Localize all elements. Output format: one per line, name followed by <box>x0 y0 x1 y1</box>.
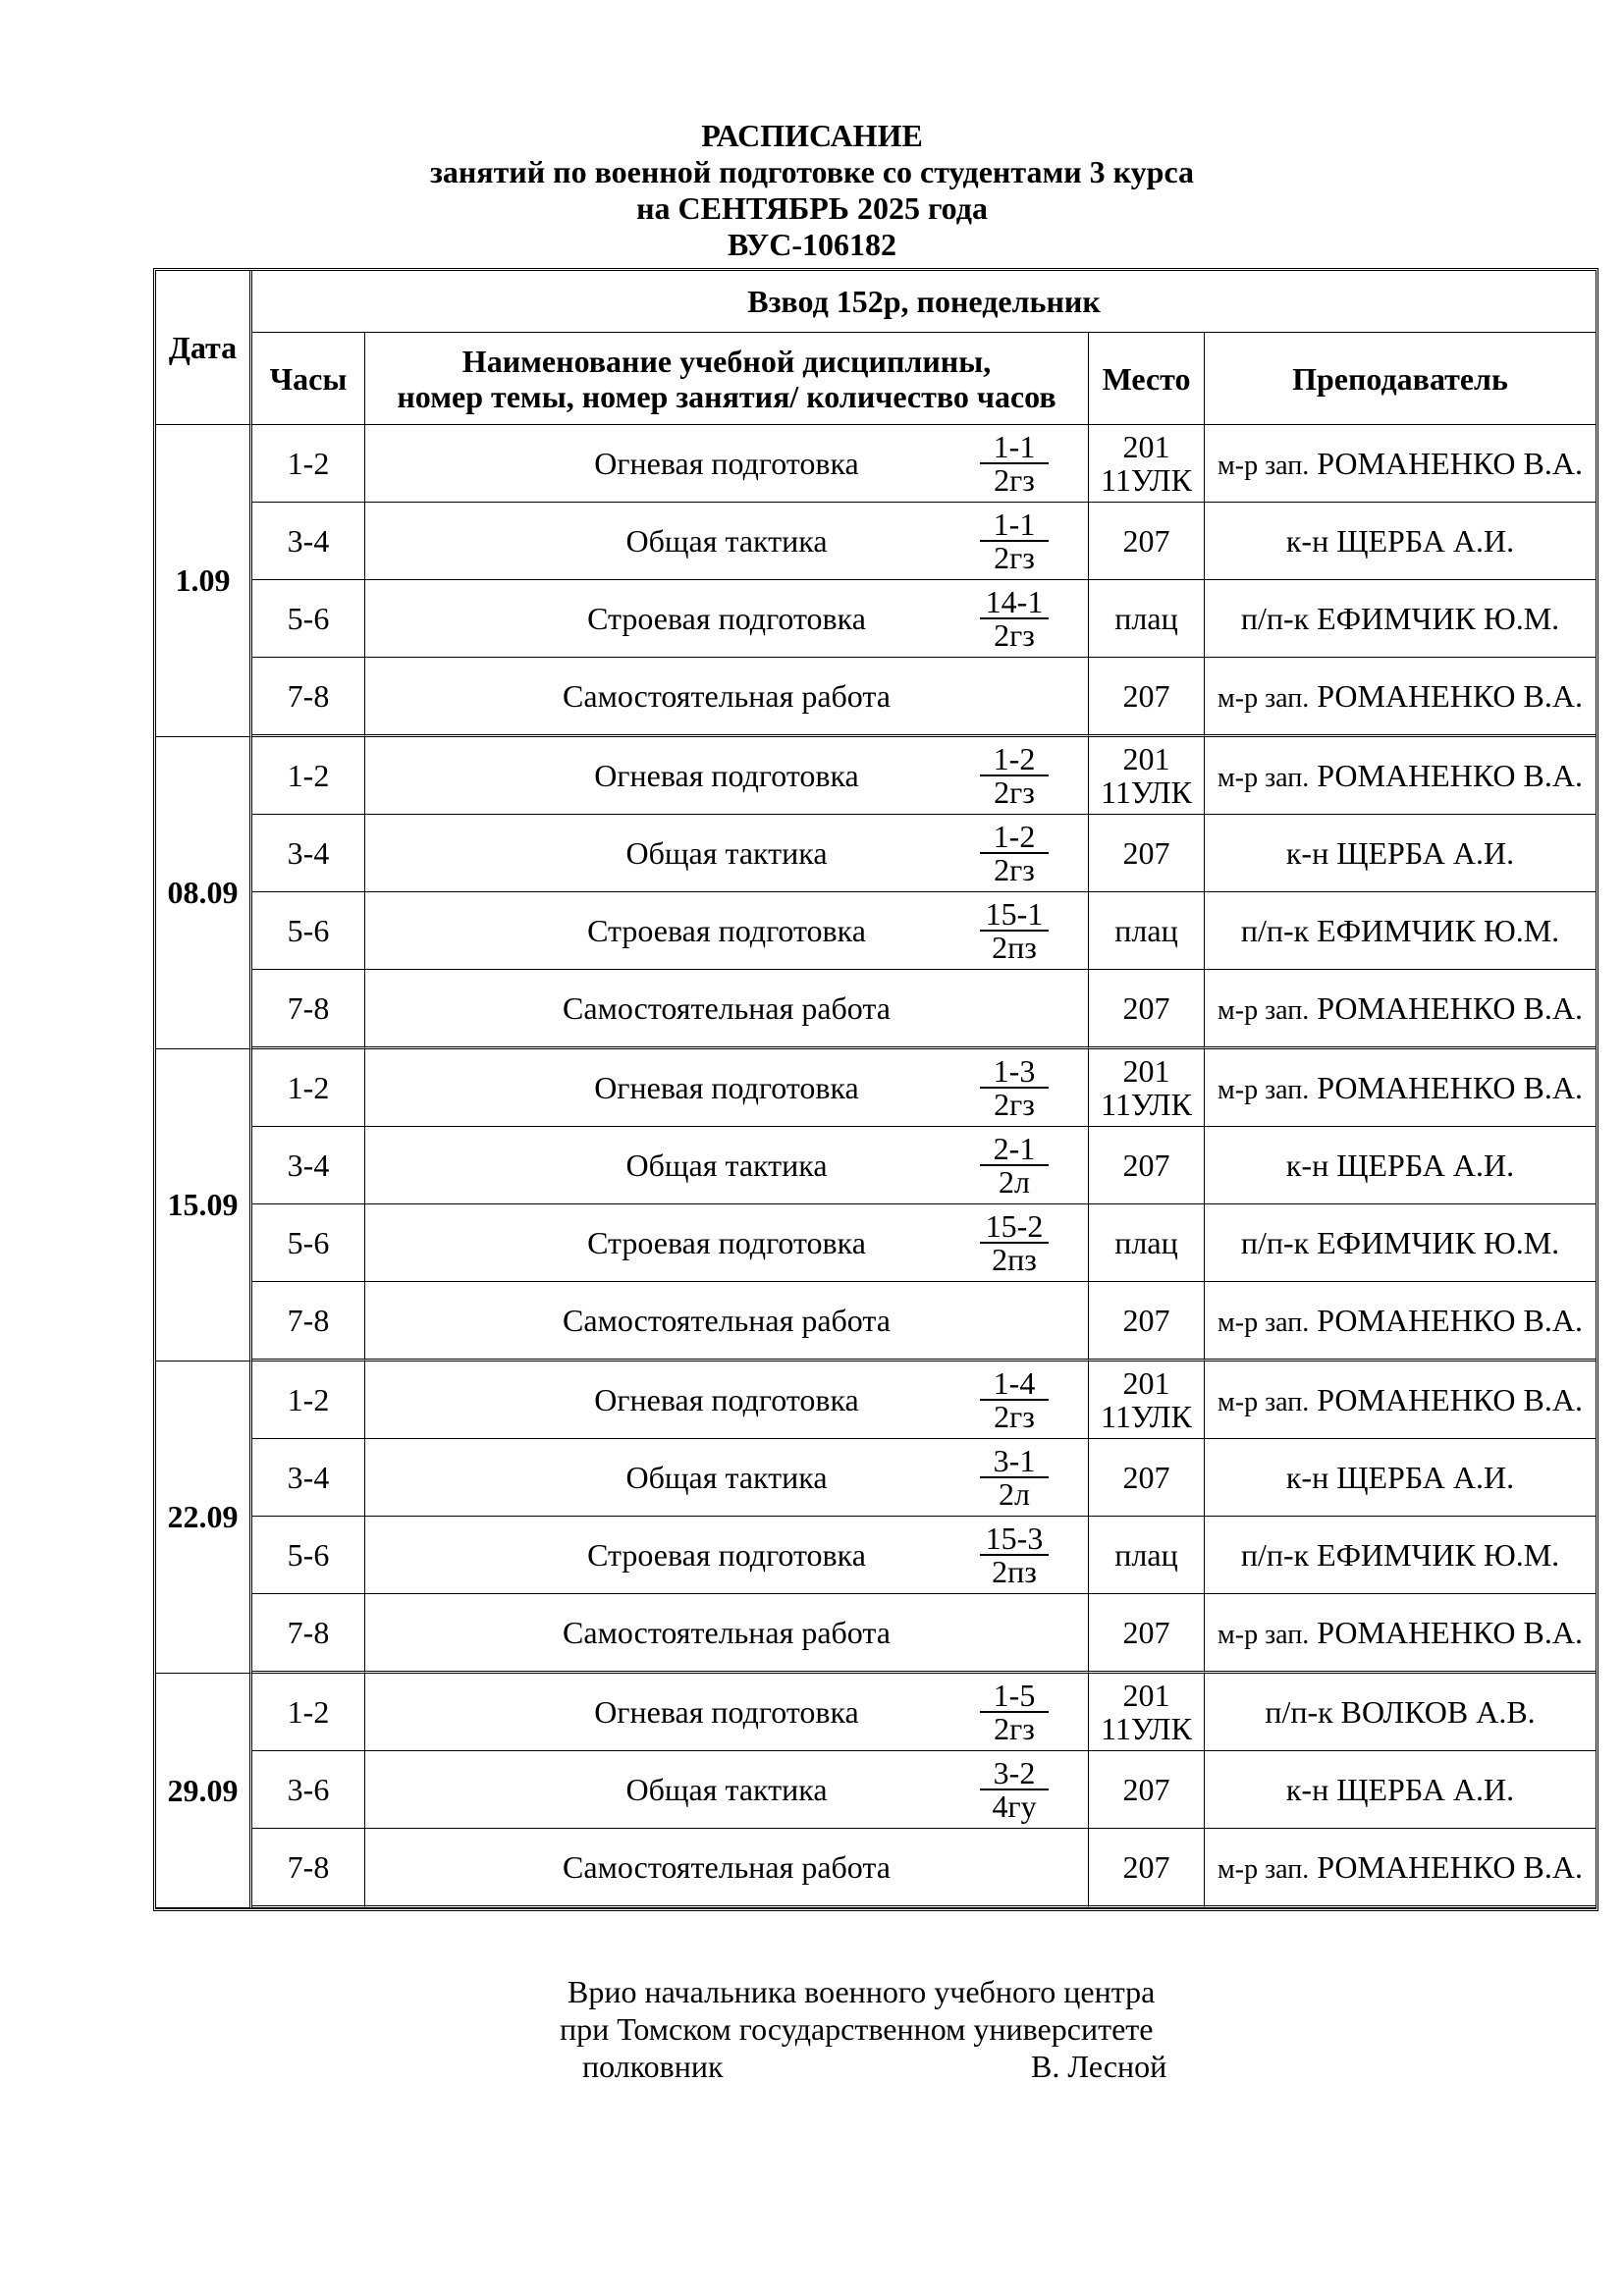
date-cell: 29.09 <box>156 1674 252 1908</box>
schedule-body <box>156 425 1596 1908</box>
lesson-hours: 2л <box>999 1476 1030 1512</box>
teacher-name: ЕФИМЧИК Ю.М. <box>1317 600 1560 636</box>
signature-position-line1: Врио начальника военного учебного центра <box>568 1974 1156 2009</box>
lesson-hours: 2л <box>999 1164 1030 1200</box>
teacher-rank: м-р зап. <box>1218 1074 1310 1105</box>
teacher-name: РОМАНЕНКО В.А. <box>1317 1848 1583 1885</box>
header-place: Место <box>1089 333 1205 425</box>
discipline-cell <box>365 425 1089 503</box>
discipline-cell <box>365 1362 1089 1439</box>
lesson-hours: 2гз <box>994 852 1035 887</box>
header-hours: Часы <box>252 333 365 425</box>
teacher-name: РОМАНЕНКО В.А. <box>1317 989 1583 1026</box>
subject-name: Самостоятельная работа <box>563 1848 891 1885</box>
place-building: 11УЛК <box>1101 1087 1192 1122</box>
topic-number: 1-3 <box>980 1055 1049 1089</box>
table-row <box>156 658 1596 737</box>
topic-number: 3-2 <box>980 1757 1049 1790</box>
discipline-cell <box>365 503 1089 580</box>
hours-cell: 7-8 <box>252 658 365 737</box>
subject-name: Общая тактика <box>625 834 828 871</box>
subject-name: Строевая подготовка <box>587 912 866 948</box>
table-row <box>156 580 1596 658</box>
signature-name: В. Лесной <box>1031 2049 1167 2084</box>
place-room: 201 <box>1122 429 1170 464</box>
header-discipline-line1: Наименование учебной дисциплины, <box>461 343 992 379</box>
discipline-cell <box>365 815 1089 892</box>
subject-name: Огневая подготовка <box>594 1693 859 1730</box>
discipline-cell <box>365 737 1089 815</box>
lesson-hours: 2гз <box>994 1399 1035 1434</box>
teacher-rank: п/п-к <box>1240 1536 1310 1573</box>
subject-name: Строевая подготовка <box>587 1536 866 1573</box>
place-building: 11УЛК <box>1101 774 1192 810</box>
teacher-rank: к-н <box>1285 1147 1329 1183</box>
place-room: плац <box>1114 1537 1178 1573</box>
hours-cell: 1-2 <box>252 1362 365 1439</box>
place-cell <box>1089 1829 1205 1908</box>
table-row <box>156 1127 1596 1204</box>
lesson-hours: 4гу <box>992 1789 1037 1824</box>
topic-number: 3-1 <box>980 1445 1049 1478</box>
hours-cell: 3-6 <box>252 1751 365 1829</box>
place-cell <box>1089 815 1205 892</box>
teacher-cell <box>1205 1362 1596 1439</box>
place-room: 207 <box>1122 523 1170 559</box>
teacher-rank: м-р зап. <box>1218 1619 1310 1650</box>
lesson-hours: 2пз <box>992 1554 1037 1589</box>
lesson-hours: 2гз <box>994 540 1035 575</box>
subject-name: Огневая подготовка <box>594 445 859 481</box>
place-cell <box>1089 1517 1205 1594</box>
teacher-name: ЩЕРБА А.И. <box>1336 1771 1515 1807</box>
teacher-cell <box>1205 1439 1596 1517</box>
discipline-cell <box>365 1751 1089 1829</box>
teacher-cell <box>1205 425 1596 503</box>
table-row <box>156 815 1596 892</box>
place-room: 207 <box>1122 1849 1170 1885</box>
document-title: РАСПИСАНИЕ <box>701 118 923 153</box>
discipline-cell <box>365 1049 1089 1127</box>
date-cell: 08.09 <box>156 737 252 1049</box>
date-cell: 15.09 <box>156 1049 252 1362</box>
topic-number: 2-1 <box>980 1133 1049 1166</box>
lesson-hours: 2пз <box>992 1242 1037 1277</box>
table-row <box>156 425 1596 503</box>
place-room: 207 <box>1122 990 1170 1026</box>
document-specialty: ВУС-106182 <box>728 227 896 262</box>
teacher-cell <box>1205 1517 1596 1594</box>
table-row <box>156 1751 1596 1829</box>
discipline-cell <box>365 1127 1089 1204</box>
teacher-cell <box>1205 815 1596 892</box>
place-room: 207 <box>1122 1772 1170 1807</box>
place-cell <box>1089 580 1205 658</box>
discipline-cell <box>365 970 1089 1049</box>
discipline-cell <box>365 1282 1089 1362</box>
teacher-rank: м-р зап. <box>1218 994 1310 1026</box>
subject-name: Самостоятельная работа <box>563 677 891 714</box>
teacher-rank: к-н <box>1285 1459 1329 1495</box>
place-room: 207 <box>1122 1460 1170 1495</box>
signature-rank: полковник <box>582 2049 724 2084</box>
teacher-rank: п/п-к <box>1240 600 1310 636</box>
table-row <box>156 1204 1596 1282</box>
hours-cell: 1-2 <box>252 737 365 815</box>
hours-cell: 3-4 <box>252 503 365 580</box>
discipline-cell <box>365 1204 1089 1282</box>
teacher-name: РОМАНЕНКО В.А. <box>1317 757 1583 793</box>
topic-fraction <box>980 1522 1049 1587</box>
place-cell <box>1089 892 1205 970</box>
teacher-rank: к-н <box>1285 834 1329 871</box>
place-room: плац <box>1114 1225 1178 1260</box>
place-cell <box>1089 1282 1205 1362</box>
topic-number: 1-1 <box>980 508 1049 542</box>
table-row <box>156 1362 1596 1439</box>
table-row <box>156 1594 1596 1674</box>
teacher-rank: к-н <box>1285 522 1329 559</box>
subject-name: Строевая подготовка <box>587 600 866 636</box>
signature-position-line2: при Томском государственном университете <box>560 2011 1154 2047</box>
table-row <box>156 737 1596 815</box>
teacher-name: ЩЕРБА А.И. <box>1336 522 1515 559</box>
topic-number: 15-1 <box>980 898 1049 932</box>
place-room: плац <box>1114 601 1178 636</box>
document-subtitle: занятий по военной подготовке со студентами 3 курса <box>429 154 1195 189</box>
teacher-name: РОМАНЕНКО В.А. <box>1317 1614 1583 1650</box>
lesson-hours: 2гз <box>994 1087 1035 1122</box>
teacher-cell <box>1205 1127 1596 1204</box>
discipline-cell <box>365 580 1089 658</box>
teacher-name: ЕФИМЧИК Ю.М. <box>1317 1224 1560 1260</box>
teacher-cell <box>1205 580 1596 658</box>
hours-cell: 7-8 <box>252 970 365 1049</box>
place-room: 201 <box>1122 741 1170 776</box>
place-room: 207 <box>1122 835 1170 871</box>
discipline-cell <box>365 1594 1089 1674</box>
teacher-name: РОМАНЕНКО В.А. <box>1317 1069 1583 1105</box>
topic-number: 14-1 <box>980 586 1049 619</box>
document-period: на СЕНТЯБРЬ 2025 года <box>636 190 988 226</box>
topic-number: 1-1 <box>980 431 1049 464</box>
topic-number: 1-5 <box>980 1680 1049 1713</box>
table-row <box>156 892 1596 970</box>
teacher-name: ВОЛКОВ А.В. <box>1340 1693 1536 1730</box>
hours-cell: 1-2 <box>252 1674 365 1751</box>
teacher-cell <box>1205 503 1596 580</box>
hours-cell: 1-2 <box>252 1049 365 1127</box>
topic-fraction <box>980 1445 1049 1510</box>
hours-cell: 3-4 <box>252 1439 365 1517</box>
teacher-cell <box>1205 658 1596 737</box>
teacher-rank: м-р зап. <box>1218 1386 1310 1417</box>
header-teacher: Преподаватель <box>1205 333 1596 425</box>
teacher-name: РОМАНЕНКО В.А. <box>1317 1381 1583 1417</box>
discipline-cell <box>365 892 1089 970</box>
place-cell <box>1089 658 1205 737</box>
header-discipline <box>365 333 1089 425</box>
table-row <box>156 1282 1596 1362</box>
hours-cell: 1-2 <box>252 425 365 503</box>
place-building: 11УЛК <box>1101 1711 1192 1746</box>
teacher-cell <box>1205 1204 1596 1282</box>
place-building: 11УЛК <box>1101 1399 1192 1434</box>
teacher-cell <box>1205 970 1596 1049</box>
topic-number: 1-2 <box>980 821 1049 854</box>
hours-cell: 5-6 <box>252 1204 365 1282</box>
table-row <box>156 1674 1596 1751</box>
topic-fraction <box>980 431 1049 496</box>
schedule-table <box>153 268 1598 1911</box>
discipline-cell <box>365 658 1089 737</box>
place-cell <box>1089 1751 1205 1829</box>
lesson-hours: 2гз <box>994 617 1035 653</box>
header-group-title: Взвод 152р, понедельник <box>252 271 1596 333</box>
place-room: плац <box>1114 913 1178 948</box>
teacher-rank: п/п-к <box>1265 1693 1333 1730</box>
hours-cell: 5-6 <box>252 580 365 658</box>
topic-fraction <box>980 586 1049 651</box>
date-cell: 1.09 <box>156 425 252 737</box>
place-room: 207 <box>1122 1615 1170 1650</box>
subject-name: Общая тактика <box>625 1771 828 1807</box>
hours-cell: 7-8 <box>252 1594 365 1674</box>
place-cell <box>1089 1049 1205 1127</box>
hours-cell: 3-4 <box>252 815 365 892</box>
place-cell <box>1089 737 1205 815</box>
teacher-rank: п/п-к <box>1240 912 1310 948</box>
teacher-cell <box>1205 892 1596 970</box>
topic-fraction <box>980 508 1049 573</box>
subject-name: Общая тактика <box>625 522 828 559</box>
discipline-cell <box>365 1517 1089 1594</box>
topic-number: 1-2 <box>980 743 1049 776</box>
discipline-cell <box>365 1674 1089 1751</box>
teacher-cell <box>1205 1049 1596 1127</box>
lesson-hours: 2гз <box>994 462 1035 498</box>
place-cell <box>1089 425 1205 503</box>
teacher-rank: м-р зап. <box>1218 1307 1310 1338</box>
teacher-rank: п/п-к <box>1240 1224 1310 1260</box>
place-cell <box>1089 1204 1205 1282</box>
place-cell <box>1089 1594 1205 1674</box>
hours-cell: 5-6 <box>252 892 365 970</box>
place-room: 201 <box>1122 1678 1170 1713</box>
date-cell: 22.09 <box>156 1362 252 1674</box>
place-cell <box>1089 1362 1205 1439</box>
teacher-cell <box>1205 737 1596 815</box>
lesson-hours: 2пз <box>992 930 1037 965</box>
subject-name: Огневая подготовка <box>594 1381 859 1417</box>
place-room: 207 <box>1122 678 1170 714</box>
teacher-name: ЕФИМЧИК Ю.М. <box>1317 1536 1560 1573</box>
teacher-cell <box>1205 1674 1596 1751</box>
table-row <box>156 1517 1596 1594</box>
place-cell <box>1089 1127 1205 1204</box>
subject-name: Самостоятельная работа <box>563 989 891 1026</box>
topic-fraction <box>980 1210 1049 1275</box>
place-room: 207 <box>1122 1148 1170 1183</box>
place-cell <box>1089 503 1205 580</box>
teacher-cell <box>1205 1594 1596 1674</box>
teacher-name: РОМАНЕНКО В.А. <box>1317 1302 1583 1338</box>
place-room: 201 <box>1122 1365 1170 1401</box>
teacher-rank: м-р зап. <box>1218 1853 1310 1885</box>
hours-cell: 3-4 <box>252 1127 365 1204</box>
place-room: 207 <box>1122 1303 1170 1338</box>
topic-fraction <box>980 1757 1049 1822</box>
subject-name: Самостоятельная работа <box>563 1614 891 1650</box>
discipline-cell <box>365 1439 1089 1517</box>
subject-name: Самостоятельная работа <box>563 1302 891 1338</box>
topic-fraction <box>980 898 1049 963</box>
topic-number: 15-3 <box>980 1522 1049 1556</box>
teacher-name: ЕФИМЧИК Ю.М. <box>1317 912 1560 948</box>
teacher-cell <box>1205 1751 1596 1829</box>
teacher-rank: м-р зап. <box>1218 762 1310 793</box>
discipline-cell <box>365 1829 1089 1908</box>
topic-fraction <box>980 1055 1049 1120</box>
teacher-rank: м-р зап. <box>1218 682 1310 714</box>
teacher-name: ЩЕРБА А.И. <box>1336 1459 1515 1495</box>
topic-fraction <box>980 821 1049 885</box>
hours-cell: 5-6 <box>252 1517 365 1594</box>
teacher-cell <box>1205 1282 1596 1362</box>
place-cell <box>1089 1674 1205 1751</box>
teacher-name: ЩЕРБА А.И. <box>1336 834 1515 871</box>
topic-fraction <box>980 1133 1049 1198</box>
teacher-rank: м-р зап. <box>1218 450 1310 481</box>
place-building: 11УЛК <box>1101 462 1192 498</box>
lesson-hours: 2гз <box>994 1711 1035 1746</box>
teacher-name: РОМАНЕНКО В.А. <box>1317 445 1583 481</box>
topic-fraction <box>980 1680 1049 1744</box>
header-date: Дата <box>156 271 252 425</box>
table-row <box>156 503 1596 580</box>
teacher-name: РОМАНЕНКО В.А. <box>1317 677 1583 714</box>
subject-name: Общая тактика <box>625 1459 828 1495</box>
hours-cell: 7-8 <box>252 1829 365 1908</box>
place-cell <box>1089 1439 1205 1517</box>
teacher-rank: к-н <box>1285 1771 1329 1807</box>
topic-number: 1-4 <box>980 1367 1049 1401</box>
lesson-hours: 2гз <box>994 774 1035 810</box>
table-row <box>156 1049 1596 1127</box>
table-row <box>156 1439 1596 1517</box>
place-cell <box>1089 970 1205 1049</box>
subject-name: Огневая подготовка <box>594 1069 859 1105</box>
teacher-cell <box>1205 1829 1596 1908</box>
hours-cell: 7-8 <box>252 1282 365 1362</box>
table-row <box>156 970 1596 1049</box>
subject-name: Общая тактика <box>625 1147 828 1183</box>
topic-fraction <box>980 1367 1049 1432</box>
subject-name: Строевая подготовка <box>587 1224 866 1260</box>
header-discipline-line2: номер темы, номер занятия/ количество часов <box>397 378 1056 414</box>
place-room: 201 <box>1122 1053 1170 1089</box>
teacher-name: ЩЕРБА А.И. <box>1336 1147 1515 1183</box>
table-row <box>156 1829 1596 1908</box>
topic-fraction <box>980 743 1049 808</box>
topic-number: 15-2 <box>980 1210 1049 1244</box>
subject-name: Огневая подготовка <box>594 757 859 793</box>
